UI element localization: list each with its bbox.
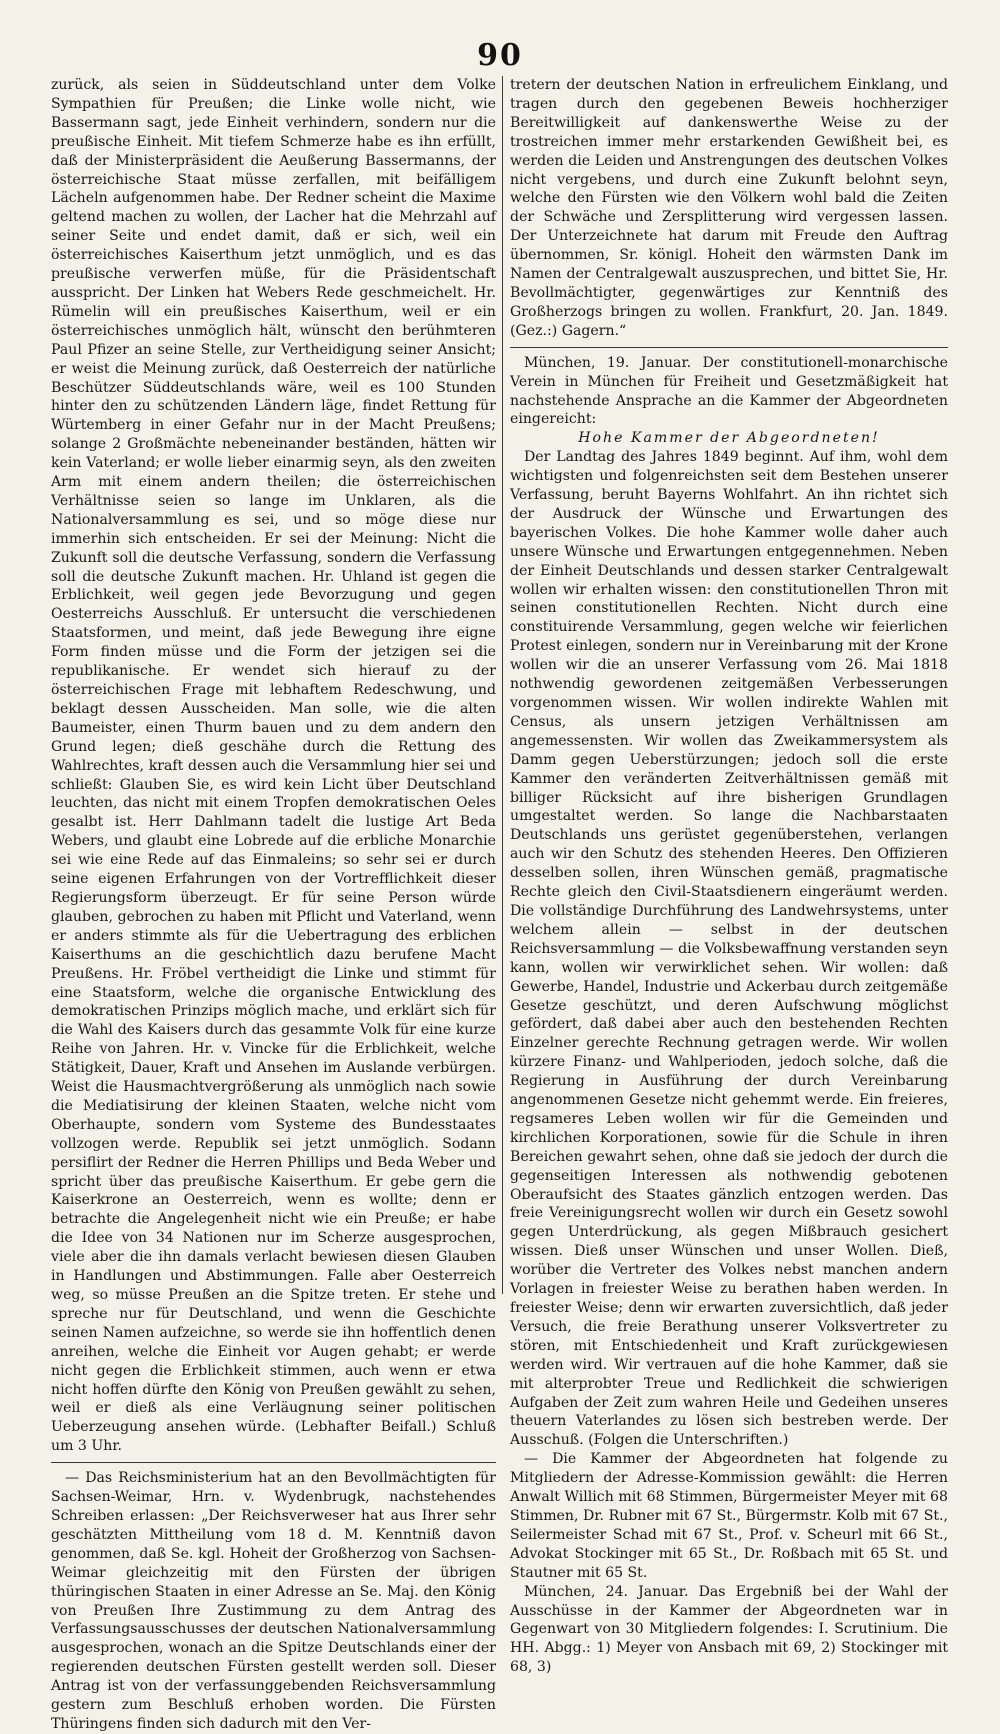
section-divider	[51, 1462, 496, 1463]
page-number: 90	[477, 38, 523, 73]
address-body: Der Landtag des Jahres 1849 beginnt. Auf ihm, wohl dem wichtigsten und folgenreichsten seit dem Bestehen unserer Verfassung, beruht Bayerns Wohlfahrt. An ihn richtet sich der Ausdruck der Wünsche und Erwartungen des bayerischen Volkes. Die hohe Kammer wolle daher auch unsere Wünsche und Erwartungen entgegennehmen. Neben der Einheit Deutschlands und dessen starker Centralgewalt wollen wir erhalten wissen: den constitutionellen Thron mit seinen constitutionellen Rechten. Nicht durch eine constituirende Versammlung, gegen welche wir feierlichen Protest einlegen, sondern nur in Vereinbarung mit der Krone wollen wir die an unserer Verfassung vom 26. Mai 1818 nothwendig gewordenen zeitgemäßen Verbesserungen vorgenommen wissen. Wir wollen indirekte Wahlen mit Census, als unsern jetzigen Verhältnissen am angemessensten. Wir wollen das Zweikammersystem als Damm gegen Ueberstürzungen; jedoch soll die erste Kammer den veränderten Zeitverhältnissen gemäß mit billiger Rücksicht auf ihre bisherigen Grundlagen umgestaltet werden. So lange die Nachbarstaaten Deutschlands uns gerüstet gegenüberstehen, verlangen auch wir den Schutz des stehenden Heeres. Den Offizieren desselben sollen, ihren Wünschen gemäß, pragmatische Rechte gleich den Civil-Staatsdienern eingeräumt werden. Die vollständige Durchführung des Landwehrsystems, unter welchem allein — selbst in der deutschen Reichsversammlung — die Volksbewaffnung verstanden seyn kann, wollen wir verwirklichet sehen. Wir wollen: daß Gewerbe, Handel, Industrie und Ackerbau durch zeitgemäße Gesetze geschützt, und deren Aufschwung möglichst gefördert, daß dabei aber auch den bestehenden Rechten Einzelner gerechte Rechnung getragen werde. Wir wollen kürzere Finanz- und Wahlperioden, jedoch solche, daß die Regierung in Ausführung der durch Vereinbarung angenommenen Gesetze nicht gehemmt werde. Ein freieres, regsameres Leben wollen wir für die Gemeinden und kirchlichen Korporationen, sowie für die Schule in ihren Bereichen gewahrt sehen, ohne daß sie jedoch der durch die gegenseitigen Interessen als nothwendig gebotenen Oberaufsicht des Staates gänzlich entzogen werden. Das freie Vereinigungsrecht wollen wir durch ein Gesetz sowohl gegen Unterdrückung, als gegen Mißbrauch gesichert wissen. Dieß unser Wünschen und unser Wollen. Dieß, worüber die Vertreter des Volkes nebst manchen andern Vorlagen in freiester Weise zu berathen haben werden. In freiester Weise; denn wir erwarten zuversichtlich, daß jeder Versuch, die freie Berathung unserer Volksvertreter zu stören, mit Entschiedenheit und Kraft zurückgewiesen werden wird. Wir vertrauen auf die hohe Kammer, daß sie mit alterprobter Treue und Redlichkeit die schwierigen Aufgaben der Zeit zum wahren Heile und Gedeihen unseres theuern Vaterlandes zu lösen sich bestreben werde. Der Ausschuß. (Folgen die Unterschriften.)	[510, 449, 948, 1449]
rumelin-uhland-debate-paragraph: zurück, als seien in Süddeutschland unter dem Volke Sympathien für Preußen; die Linke wolle nicht, wie Bassermann sagt, jede Einheit verhindern, sondern nur die preußische Einheit. Mit tiefem Schmerze habe es ihn erfüllt, daß der Ministerpräsident die Aeußerung Bassermanns, der österreichische Staat müsse zerfallen, mit beifälligem Lächeln aufgenommen habe. Der Redner scheint die Maxime geltend machen zu wollen, der Lacher hat die Mehrzahl auf seiner Seite und endet damit, daß er sich, weil ein österreichisches Kaiserthum jetzt unmöglich, und es das preußische verwerfen müße, für die Präsidentschaft ausspricht. Der Linken hat Webers Rede geschmeichelt. Hr. Rümelin will ein preußisches Kaiserthum, weil er ein österreichisches unmöglich hält, wünscht den berühmteren Paul Pfizer an seine Stelle, zur Vertheidigung seiner Ansicht; er weist die Meinung zurück, daß Oesterreich der natürliche Beschützer Süddeutschlands wäre, weil es 100 Stunden hinter den zu schützenden Ländern läge, findet Rettung für Würtemberg in einer Gefahr nur in der Macht Preußens; solange 2 Großmächte nebeneinander beständen, hätten wir kein Vaterland; er wolle lieber einarmig seyn, als den zweiten Arm mit einem andern theilen; die österreichischen Verhältnisse seien so lange im Unklaren, als die Nationalversammlung es sei, und so möge diese nur immerhin sich entscheiden. Er sei der Meinung: Nicht die Zukunft soll die deutsche Verfassung, sondern die Verfassung soll die deutsche Zukunft machen. Hr. Uhland ist gegen die Erblichkeit, weil gegen jede Bevorzugung und gegen Oesterreichs Ausschluß. Er untersucht die verschiedenen Staatsformen, und meint, daß jede Bewegung ihre eigne Form finden müsse und die Form der jetzigen sei die republikanische. Er wendet sich hierauf zu der österreichischen Frage mit lebhaftem Redeschwung, und beklagt dessen Ausscheiden. Man solle, wie die alten Baumeister, einen Thurm bauen und zu dem andern den Grund legen; dieß geschähe durch die Rettung des Wahlrechtes, kraft dessen auch die Versammlung hier sei und schließt: Glauben Sie, es wird kein Licht über Deutschland leuchten, das nicht mit einem Tropfen demokratischen Oeles gesalbt ist. Herr Dahlmann tadelt die lustige Art Beda Webers, und glaubt eine Lobrede auf die erbliche Monarchie sei wie eine Rede auf das Einmaleins; so sehr sei er durch seine eigenen Erfahrungen von der Vortrefflichkeit dieser Regierungsform überzeugt. Er für seine Person würde glauben, gebrochen zu haben mit Pflicht und Vaterland, wenn er anders stimmte als für die Uebertragung des erblichen Kaiserthums an die geschichtlich dazu berufene Macht Preußens. Hr. Fröbel vertheidigt die Linke und stimmt für eine Staatsform, welche die organische Entwicklung des demokratischen Prinzips möglich mache, und erklärt sich für die Wahl des Kaisers durch das gesammte Volk für eine kurze Reihe von Jahren. Hr. v. Vincke für die Erblichkeit, welche Stätigkeit, Dauer, Kraft und Ansehen im Auslande verbürgen. Weist die Hausmachtvergrößerung als unmöglich nach sowie die Mediatisirung der kleinen Staaten, welche nicht vom Oberhaupte, sondern vom Systeme des Bundesstaates vollzogen werde. Republik sei jetzt unmöglich. Sodann persiflirt der Redner die Herren Phillips und Beda Weber und spricht über das preußische Kaiserthum. Er gebe gern die Kaiserkrone an Oesterreich, wenn es wollte; denn er betrachte die Angelegenheit nicht wie ein Preuße; er habe die Idee von 34 Nationen nur im Scherze ausgesprochen, viele aber die ihn damals verlacht bewiesen diesen Glauben in Handlungen und Abstimmungen. Falle aber Oesterreich weg, so müsse Preußen an die Spitze treten. Er stehe und spreche nur für Deutschland, und wenn die Geschichte seinen Namen aufzeichne, so werde sie ihn hoffentlich denen anreihen, welche die Einheit vor Augen gehabt; er werde nicht gegen die Erblichkeit stimmen, auch wenn er etwa nicht hoffen dürfte den König von Preußen gewählt zu sehen, weil er dieß als eine Verläugnung seiner politischen Ueberzeugung ansehen würde. (Lebhafter Beifall.) Schluß um 3 Uhr.	[51, 77, 496, 1455]
reichsministerium-letter-paragraph: — Das Reichsministerium hat an den Bevollmächtigten für Sachsen-Weimar, Hrn. v. Wydenbrugk, nachstehendes Schreiben erlassen: „Der Reichsverweser hat aus Ihrer sehr geschätzten Mittheilung vom 18 d. M. Kenntniß davon genommen, daß Se. kgl. Hoheit der Großherzog von Sachsen-Weimar gleichzeitig mit den Fürsten der übrigen thüringischen Staaten in einer Adresse an Se. Maj. den König von Preußen Ihre Zustimmung zu dem Antrag des Verfassungsausschusses der deutschen Nationalversammlung ausgesprochen, wonach an die Spitze Deutschlands einer der regierenden deutschen Fürsten gestellt werden soll. Dieser Antrag ist von der verfassunggebenden Reichsversammlung gestern zum Beschluß erhoben worden. Die Fürsten Thüringens finden sich dadurch mit den Ver-	[51, 1470, 496, 1732]
letter-continuation: tretern der deutschen Nation in erfreulichem Einklang, und tragen durch den gegebenen Beweis hochherziger Bereitwilligkeit auf dankenswerthe Weise zu der trostreichen immer mehr erstarkenden Gewißheit bei, es werden die Leiden und Anstrengungen des deutschen Volkes nicht vergebens, und durch eine Zukunft belohnt seyn, welche den Fürsten wie den Völkern wohl bald die Zeiten der Schwäche und Zersplitterung wird vergessen lassen. Der Unterzeichnete hat darum mit Freude den Auftrag übernommen, Sr. königl. Hoheit den wärmsten Dank im Namen der Centralgewalt auszusprechen, und bittet Sie, Hr. Bevollmächtigter, gegenwärtiges zur Kenntniß des Großherzogs bringen zu wollen. Frankfurt, 20. Jan. 1849. (Gez.:) Gagern.“	[510, 77, 948, 339]
right-column	[510, 76, 948, 1676]
munich-second-paragraph: München, 24. Januar. Das Ergebniß bei der Wahl der Ausschüsse in der Kammer der Abgeordneten war in Gegenwart von 30 Mitgliedern folgendes: I. Scrutinium. Die HH. Abgg.: 1) Meyer von Ansbach mit 69, 2) Stockinger mit 68, 3)	[510, 1583, 948, 1676]
address-heading: Hohe Kammer der Abgeordneten!	[578, 430, 880, 447]
committee-election-paragraph: — Die Kammer der Abgeordneten hat folgende zu Mitgliedern der Adresse-Kommission gewählt: die Herren Anwalt Willich mit 68 Stimmen, Bürgermeister Meyer mit 68 Stimmen, Dr. Rubner mit 67 St., Bürgermstr. Kolb mit 67 St., Seilermeister Schad mit 67 St., Prof. v. Scheurl mit 66 St., Advokat Stockinger mit 65 St., Dr. Roßbach mit 65 St. und Stautner mit 65 St.	[510, 1451, 948, 1581]
column-rule	[502, 76, 503, 1294]
section-divider	[510, 347, 948, 348]
munich-lead-paragraph: München, 19. Januar. Der constitutionell-monarchische Verein in München für Freiheit und Gesetzmäßigkeit hat nachstehende Ansprache an die Kammer der Abgeordneten eingereicht:	[510, 354, 948, 428]
left-column	[51, 76, 496, 1732]
